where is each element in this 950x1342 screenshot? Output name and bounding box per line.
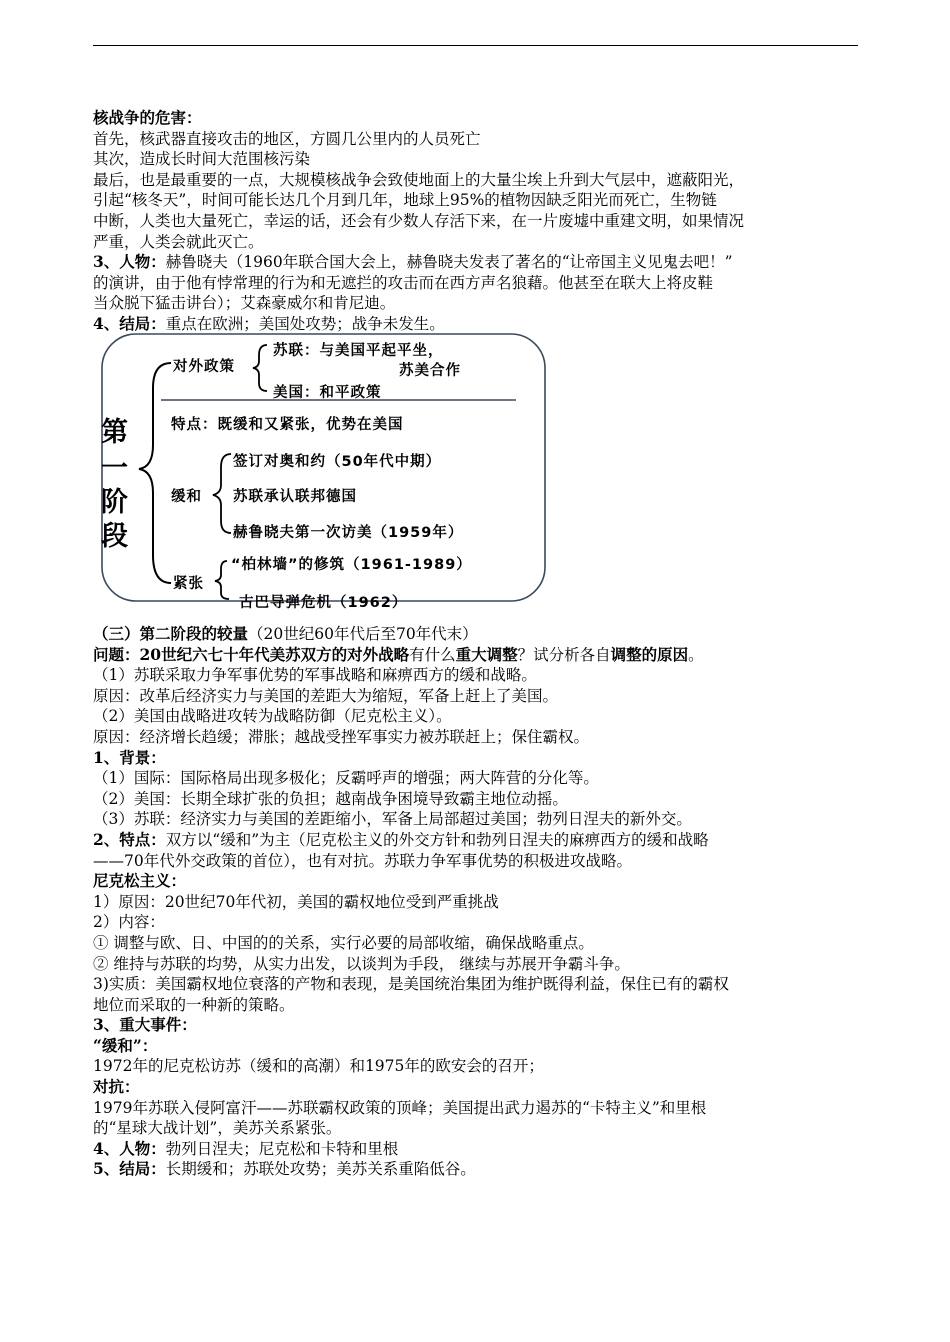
strategy-line: 原因：改革后经济实力与美国的差距大为缩短，军备上赶上了美国。 — [93, 686, 559, 705]
detente-item: 签订对奥和约（50年代中期） — [233, 454, 442, 470]
hazards-line: 中断，人类也大量死亡，幸运的话，还会有少数人存活下来，在一片废墟中重建文明，如果情况 — [93, 211, 745, 230]
tension-item: “柏林墙”的修筑（1961-1989） — [231, 557, 472, 573]
nixon-line: 地位而采取的一种新的策略。 — [93, 995, 295, 1014]
conflict-line: 的“星球大战计划”，美苏关系紧张。 — [93, 1119, 342, 1138]
people-label: 3、人物： — [93, 252, 166, 272]
stage-char: 第 — [101, 417, 128, 448]
header-rule — [93, 45, 858, 46]
hazards-line: 最后，也是最重要的一点，大规模核战争会致使地面上的大量尘埃上升到大气层中，遮蔽阳光， — [93, 170, 745, 189]
tension-item: 古巴导弹危机（1962） — [239, 595, 408, 611]
result-paragraph: 5、结局：长期缓和；苏联处攻势；美苏关系重陷低谷。 — [93, 1159, 476, 1179]
nixon-line: 1）原因：20世纪70年代初，美国的霸权地位受到严重挑战 — [93, 892, 499, 911]
stage-char: 段 — [101, 521, 128, 552]
nixon-line: 2）内容： — [93, 913, 165, 932]
nixon-doctrine-label: 尼克松主义： — [93, 871, 187, 891]
nixon-line: ① 调整与欧、日、中国的的关系，实行必要的局部收缩，确保战略重点。 — [93, 933, 594, 952]
strategy-line: （2）美国由战略进攻转为战略防御（尼克松主义）。 — [93, 707, 452, 726]
detente-item: 赫鲁晓夫第一次访美（1959年） — [233, 525, 464, 541]
strategy-line: 原因：经济增长趋缓；滞胀；越战受挫军事实力被苏联赶上；保住霸权。 — [93, 727, 590, 746]
result-paragraph — [93, 314, 863, 335]
hazards-line: 其次，造成长时间大范围核污染 — [93, 150, 311, 169]
detente-label: 缓和 — [171, 489, 202, 505]
stage-char: 一 — [101, 453, 128, 484]
stage-char: 阶 — [101, 487, 128, 518]
feature-text: 特点：既缓和又紧张，优势在美国 — [171, 417, 404, 433]
section-second-stage — [93, 624, 863, 1180]
background-line: （3）苏联：经济实力与美国的差距缩小，军备上局部超过美国；勃列日涅夫的新外交。 — [93, 810, 692, 829]
detente-item: 苏联承认联邦德国 — [233, 489, 357, 505]
people-text: 赫鲁晓夫（1960年联合国大会上，赫鲁晓夫发表了著名的“让帝国主义见鬼去吧！” — [165, 253, 733, 272]
people-paragraph — [93, 252, 863, 273]
tension-label: 紧张 — [173, 576, 204, 592]
background-line: （1）国际：国际格局出现多极化；反霸呼声的增强；两大阵营的分化等。 — [93, 769, 599, 788]
foreign-policy-label: 对外政策 — [173, 359, 235, 375]
hazards-line: 严重，人类会就此灭亡。 — [93, 232, 264, 251]
detente-events-text: 1972年的尼克松访苏（缓和的高潮）和1975年的欧安会的召开； — [93, 1057, 544, 1076]
detente-events-label: “缓和”： — [93, 1035, 158, 1055]
result-label: 4、结局： — [93, 313, 166, 333]
people-line: 当众脱下猛击讲台）；艾森豪威尔和肯尼迪。 — [93, 294, 396, 313]
hazards-heading: 核战争的危害： — [93, 108, 202, 127]
hazards-line: 引起“核冬天”，时间可能长达几个月到几年，地球上95%的植物因缺乏阳光而死亡，生物链 — [93, 191, 717, 210]
result-text: 重点在欧洲；美国处攻势；战争未发生。 — [165, 314, 445, 333]
nixon-line: ② 维持与苏联的均势，从实力出发，以谈判为手段， 继续与苏展开争霸斗争。 — [93, 954, 630, 973]
background-line: （2）美国：长期全球扩张的负担；越南战争困境导致霸主地位动摇。 — [93, 789, 568, 808]
soviet-policy-cont: 苏美合作 — [399, 363, 461, 379]
strategy-line: （1）苏联采取力争军事优势的军事战略和麻痹西方的缓和战略。 — [93, 666, 537, 685]
question-line: 问题：20世纪六七十年代美苏双方的对外战略有什么重大调整？试分析各自调整的原因。 — [93, 644, 704, 664]
soviet-policy: 苏联：与美国平起平坐， — [273, 343, 444, 359]
feature-paragraph: 2、特点：双方以“缓和”为主（尼克松主义的外交方针和勃列日涅夫的麻痹西方的缓和战略 — [93, 829, 709, 849]
section-nuclear-hazards — [93, 108, 863, 335]
people-paragraph: 4、人物：勃列日涅夫；尼克松和卡特和里根 — [93, 1138, 399, 1158]
nixon-line: 3)实质：美国霸权地位衰落的产物和表现，是美国统治集团为维护既得利益，保住已有的霸权 — [93, 975, 729, 994]
conflict-label: 对抗： — [93, 1077, 140, 1097]
second-stage-heading: （三）第二阶段的较量（20世纪60年代后至70年代末） — [93, 624, 478, 643]
conflict-line: 1979年苏联入侵阿富汗——苏联霸权政策的顶峰；美国提出武力遏苏的“卡特主义”和里根 — [93, 1098, 707, 1117]
stage-one-diagram — [101, 333, 546, 611]
us-policy: 美国：和平政策 — [273, 385, 382, 401]
people-line: 的演讲，由于他有悖常理的行为和无遮拦的攻击而在西方声名狼藉。他甚至在联大上将皮鞋 — [93, 273, 714, 292]
events-label: 3、重大事件： — [93, 1015, 197, 1035]
background-label: 1、背景： — [93, 747, 166, 767]
feature-line: ——70年代外交政策的首位），也有对抗。苏联力争军事优势的积极进攻战略。 — [93, 851, 632, 870]
hazards-line: 首先，核武器直接攻击的地区，方圆几公里内的人员死亡 — [93, 129, 481, 148]
